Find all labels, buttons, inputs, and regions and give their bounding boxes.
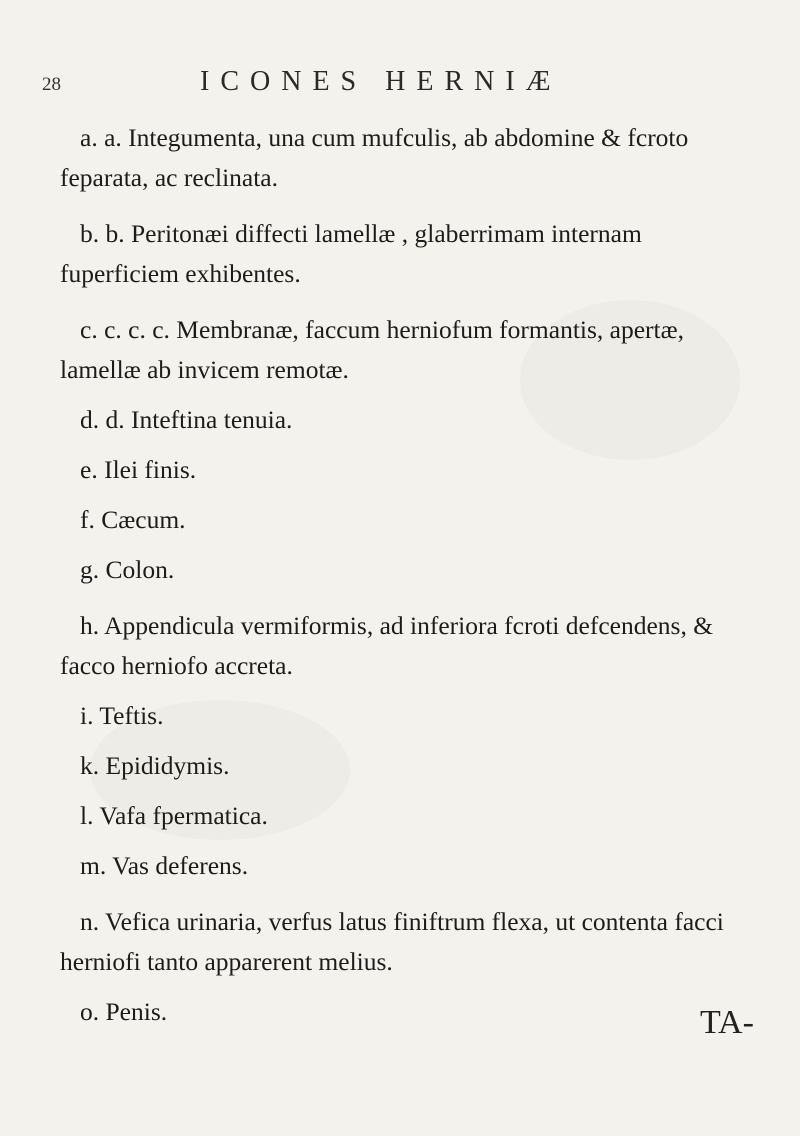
- legend-letter: i.: [80, 701, 94, 730]
- legend-entry-f: [60, 500, 750, 540]
- legend-description: Inteftina tenuia.: [131, 405, 293, 434]
- legend-letter: k.: [80, 751, 100, 780]
- legend-entry-n: [60, 902, 750, 982]
- legend-letter: f.: [80, 505, 95, 534]
- legend-entry-i: [60, 696, 750, 736]
- catchword: TA-: [700, 1004, 754, 1041]
- legend-description: Ilei finis.: [104, 455, 197, 484]
- legend-entry-g: [60, 550, 750, 590]
- legend-letter: d. d.: [80, 405, 125, 434]
- legend-entry-a: [60, 118, 750, 198]
- legend-entry-m: [60, 846, 750, 886]
- legend-letter: l.: [80, 801, 94, 830]
- legend-letter: a. a.: [80, 123, 122, 152]
- legend-letter: h.: [80, 611, 100, 640]
- legend-entry-o: [60, 992, 750, 1032]
- legend-entry-b: [60, 214, 750, 294]
- legend-description: Colon.: [105, 555, 175, 584]
- legend-description: Cæcum.: [101, 505, 186, 534]
- legend-entry-h: [60, 606, 750, 686]
- legend-entry-k: [60, 746, 750, 786]
- page-header: [42, 62, 742, 102]
- legend-description: Peritonæi diffecti lamellæ , glaberrimam internam fuperficiem exhibentes.: [60, 219, 642, 288]
- legend-entry-l: [60, 796, 750, 836]
- legend-description: Appendicula vermiformis, ad inferiora fcroti defcendens, & facco herniofo accreta.: [60, 611, 714, 680]
- legend-letter: b. b.: [80, 219, 125, 248]
- legend-description: Integumenta, una cum mufculis, ab abdomine & fcroto feparata, ac reclinata.: [60, 123, 689, 192]
- legend-entry-d: [60, 400, 750, 440]
- legend-description: Penis.: [105, 997, 168, 1026]
- legend-entry-c: [60, 310, 750, 390]
- legend-description: Membranæ, faccum herniofum formantis, apertæ, lamellæ ab invicem remotæ.: [60, 315, 685, 384]
- legend-description: Vas deferens.: [112, 851, 249, 880]
- running-head: ICONES HERNIÆ: [200, 66, 562, 97]
- legend-description: Teftis.: [99, 701, 164, 730]
- legend-entry-e: [60, 450, 750, 490]
- legend-letter: c. c. c. c.: [80, 315, 170, 344]
- legend-description: Vefica urinaria, verfus latus finiftrum flexa, ut contenta facci herniofi tanto apparerent melius.: [60, 907, 724, 976]
- legend-letter: e.: [80, 455, 98, 484]
- legend-description: Vafa fpermatica.: [99, 801, 268, 830]
- legend-letter: n.: [80, 907, 100, 936]
- legend-letter: g.: [80, 555, 100, 584]
- legend-text: [60, 118, 750, 1032]
- legend-letter: o.: [80, 997, 100, 1026]
- legend-description: Epididymis.: [105, 751, 230, 780]
- legend-letter: m.: [80, 851, 107, 880]
- page-number: 28: [42, 74, 61, 95]
